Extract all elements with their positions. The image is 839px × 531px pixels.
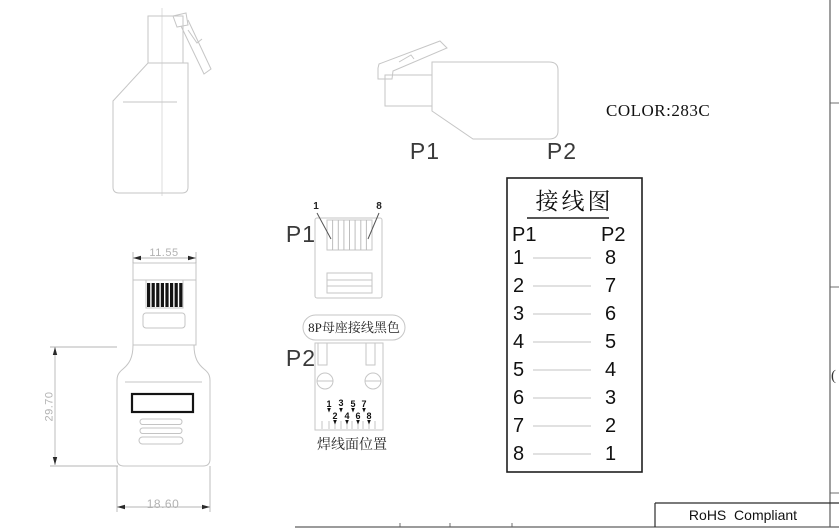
dim-body-height: 29.70 bbox=[43, 391, 56, 422]
side-view-left-drawing bbox=[113, 8, 211, 196]
table-row-p1: 3 bbox=[513, 303, 525, 325]
mount-slot-right bbox=[366, 343, 375, 365]
leader-line-pin1 bbox=[317, 213, 331, 239]
dim-arrow bbox=[53, 347, 57, 355]
dim-arrow bbox=[117, 505, 125, 509]
p2-pin-number: 1 bbox=[326, 399, 332, 409]
latch-top-piece bbox=[173, 13, 188, 27]
wire-links bbox=[533, 258, 591, 454]
table-row-p1: 2 bbox=[513, 275, 525, 297]
p2-pin-number: 3 bbox=[338, 398, 344, 408]
p2-pin-number: 8 bbox=[366, 411, 372, 421]
lower-slot bbox=[327, 273, 372, 293]
plug-outline bbox=[385, 75, 432, 106]
body-outline bbox=[113, 63, 188, 193]
table-row-p2: 2 bbox=[605, 415, 617, 437]
edge-text-fragment: ( bbox=[831, 368, 836, 384]
table-row-p2: 7 bbox=[605, 275, 617, 297]
mount-slot-left bbox=[318, 343, 327, 365]
p1-face-caption: 8P母座接线黑色 bbox=[308, 320, 400, 335]
table-row-p2: 6 bbox=[605, 303, 617, 325]
body-outline bbox=[432, 62, 558, 139]
table-row-p2: 3 bbox=[605, 387, 617, 409]
p2-face-caption: 焊线面位置 bbox=[317, 438, 387, 453]
p1-face-label: P1 bbox=[285, 221, 317, 247]
p2-pin-number: 7 bbox=[361, 399, 367, 409]
table-row-p1: 8 bbox=[513, 443, 525, 465]
side-view-p1-label: P1 bbox=[409, 138, 441, 164]
p2-pin-number: 4 bbox=[344, 411, 350, 421]
table-row-p2: 4 bbox=[605, 359, 617, 381]
dim-plug-width: 11.55 bbox=[149, 247, 179, 259]
dim-body-width: 18.60 bbox=[146, 497, 180, 511]
latch-strip bbox=[181, 20, 211, 74]
table-row-p1: 1 bbox=[513, 247, 525, 269]
dim-arrow bbox=[133, 256, 141, 260]
wiring-table-title: 接线图 bbox=[535, 189, 614, 214]
leader-line-pin8 bbox=[368, 213, 379, 239]
table-row-p1: 7 bbox=[513, 415, 525, 437]
latch-hook-detail bbox=[188, 30, 202, 43]
dim-arrow bbox=[202, 505, 210, 509]
table-row-p2: 8 bbox=[605, 247, 617, 269]
pin-contacts bbox=[147, 283, 182, 307]
front-view-drawing bbox=[117, 263, 210, 466]
p1-pin8-callout: 8 bbox=[376, 201, 382, 212]
vent-slot-2 bbox=[140, 428, 182, 434]
p2-pin-number: 2 bbox=[332, 411, 338, 421]
wiring-table-col-p2: P2 bbox=[601, 224, 626, 246]
dim-arrow bbox=[188, 256, 196, 260]
vent-slot-1 bbox=[140, 419, 182, 425]
p2-pin-number: 6 bbox=[355, 411, 361, 421]
plug-slot bbox=[143, 313, 185, 328]
side-view-p2-label: P2 bbox=[546, 138, 578, 164]
table-row-p2: 1 bbox=[605, 443, 617, 465]
plug-outline bbox=[148, 16, 183, 63]
latch-strip bbox=[378, 41, 447, 79]
table-row-p1: 4 bbox=[513, 331, 525, 353]
side-view-top-drawing bbox=[378, 41, 558, 139]
dim-arrow bbox=[53, 457, 57, 465]
table-row-p2: 5 bbox=[605, 331, 617, 353]
vent-slot-3 bbox=[139, 437, 183, 444]
p1-pin1-callout: 1 bbox=[313, 201, 319, 212]
table-row-p1: 6 bbox=[513, 387, 525, 409]
window-opening bbox=[132, 394, 193, 412]
table-row-p1: 5 bbox=[513, 359, 525, 381]
solder-pins bbox=[322, 421, 375, 429]
color-note: COLOR:283C bbox=[606, 101, 711, 120]
p2-face-label: P2 bbox=[285, 345, 317, 371]
plug-outline bbox=[133, 263, 196, 345]
rohs-compliant-label: RoHS Compliant bbox=[688, 507, 798, 523]
pin-hatch bbox=[333, 220, 367, 250]
wiring-table-col-p1: P1 bbox=[512, 224, 537, 246]
p2-pin-number: 5 bbox=[350, 399, 356, 409]
